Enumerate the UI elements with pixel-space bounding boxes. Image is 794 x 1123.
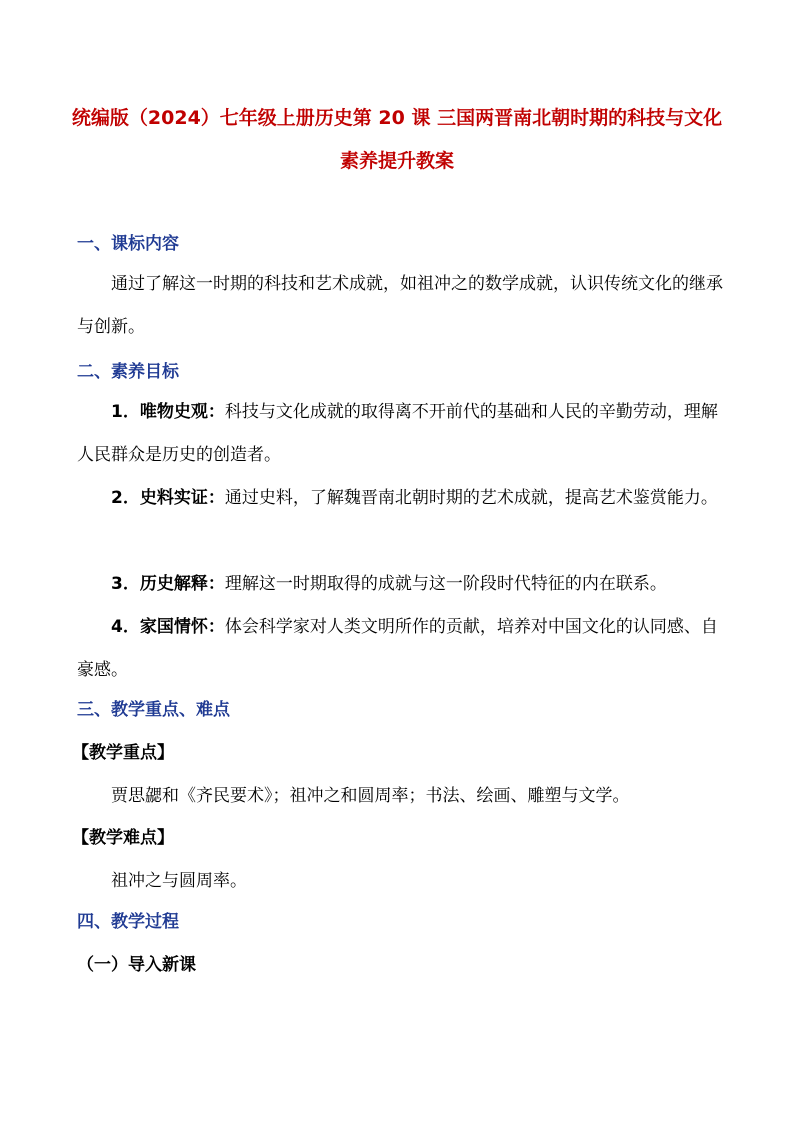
goal-item-1-label: 1．唯物史观： — [111, 402, 225, 422]
goal-item-2 — [77, 477, 725, 520]
goal-item-2-text: 通过史料，了解魏晋南北朝时期的艺术成就，提高艺术鉴赏能力。 — [224, 488, 718, 508]
goal-item-1 — [77, 391, 725, 477]
section-heading-curriculum: 一、课标内容 — [77, 234, 179, 254]
goal-item-3-text: 理解这一时期取得的成就与这一阶段时代特征的内在联系。 — [224, 574, 667, 594]
goal-item-2-label: 2．史料实证： — [111, 488, 225, 508]
document-title-line1: 统编版（2024）七年级上册历史第 20 课 三国两晋南北朝时期的科技与文化 — [71, 107, 723, 129]
section-heading-key-points: 三、教学重点、难点 — [77, 700, 230, 720]
goal-item-4-label: 4．家国情怀： — [111, 617, 225, 637]
goal-item-1-text: 科技与文化成就的取得离不开前代的基础和人民的辛勤劳动，理解人民群众是历史的创造者。 — [77, 402, 718, 465]
difficulty-label: 【教学难点】 — [72, 828, 174, 848]
section-heading-process: 四、教学过程 — [77, 912, 179, 932]
process-sub-intro: （一）导入新课 — [77, 955, 196, 975]
curriculum-paragraph: 通过了解这一时期的科技和艺术成就，如祖冲之的数学成就，认识传统文化的继承与创新。 — [77, 274, 723, 337]
section-heading-goals: 二、素养目标 — [77, 362, 179, 382]
key-points-text: 贾思勰和《齐民要术》；祖冲之和圆周率；书法、绘画、雕塑与文学。 — [111, 786, 630, 806]
goal-item-3 — [77, 563, 725, 606]
goal-item-4 — [77, 606, 725, 692]
key-points-label: 【教学重点】 — [72, 743, 174, 763]
difficulty-text: 祖冲之与圆周率。 — [111, 871, 247, 891]
goal-item-3-label: 3．历史解释： — [111, 574, 225, 594]
document-title-line2: 素养提升教案 — [339, 150, 454, 172]
goal-item-4-text: 体会科学家对人类文明所作的贡献，培养对中国文化的认同感、自豪感。 — [77, 617, 718, 680]
